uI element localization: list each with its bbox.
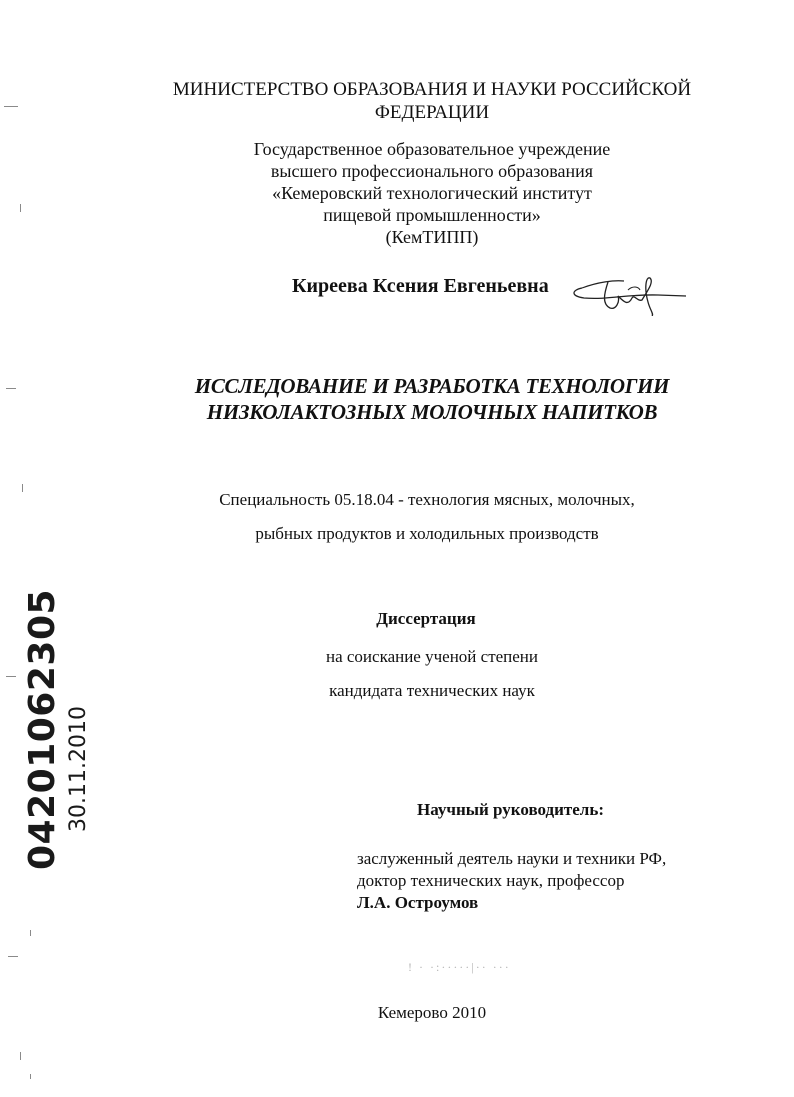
institution-block [0,138,794,248]
library-stamp-code: 04201062305 [22,588,63,870]
handwritten-signature [568,268,688,316]
title-line-1: ИССЛЕДОВАНИЕ И РАЗРАБОТКА ТЕХНОЛОГИИ [194,374,670,398]
dissertation-title [0,373,794,425]
specialty-line-1: Специальность 05.18.04 - технология мясных, молочных, [219,490,635,509]
library-stamp-date: 30.11.2010 [66,706,91,832]
supervisor-block [357,848,666,914]
degree-line-1: на соискание ученой степени [325,647,539,666]
scan-mark [8,956,18,957]
supervisor-line-2: доктор технических наук, профессор [357,871,625,890]
ministry-line-2: ФЕДЕРАЦИИ [374,102,490,123]
scan-mark [4,106,18,107]
ministry-line-1: МИНИСТЕРСТВО ОБРАЗОВАНИЯ И НАУКИ РОССИЙСКОЙ [172,79,692,100]
scan-mark [20,1052,21,1060]
scan-mark [30,1074,31,1079]
degree-block [0,640,794,708]
institution-line: (КемТИПП) [385,227,479,247]
title-line-2: НИЗКОЛАКТОЗНЫХ МОЛОЧНЫХ НАПИТКОВ [206,400,658,424]
specialty-line-2: рыбных продуктов и холодильных производств [255,524,599,543]
ministry-header [0,78,794,124]
scan-mark [6,676,16,677]
degree-line-2: кандидата технических наук [329,681,535,700]
scan-mark [20,204,21,212]
scan-mark [30,930,31,936]
supervisor-name: Л.А. Остроумов [357,893,479,912]
author-name: Киреева Ксения Евгеньевна [292,275,549,297]
institution-line: «Кемеровский технологический институт [272,183,592,203]
institution-line: Государственное образовательное учреждение [253,139,611,159]
specialty-block [0,483,794,551]
faint-scan-artifact: ! · ·:·····|·· ··· [408,960,511,974]
supervisor-line-1: заслуженный деятель науки и техники РФ, [357,849,667,868]
supervisor-label: Научный руководитель: [417,800,604,819]
dissertation-label: Диссертация [376,609,476,628]
city-year: Кемерово 2010 [377,1003,487,1022]
scan-mark [22,484,23,492]
institution-line: высшего профессионального образования [270,161,594,181]
institution-line: пищевой промышленности» [323,205,541,225]
scan-mark [6,388,16,389]
